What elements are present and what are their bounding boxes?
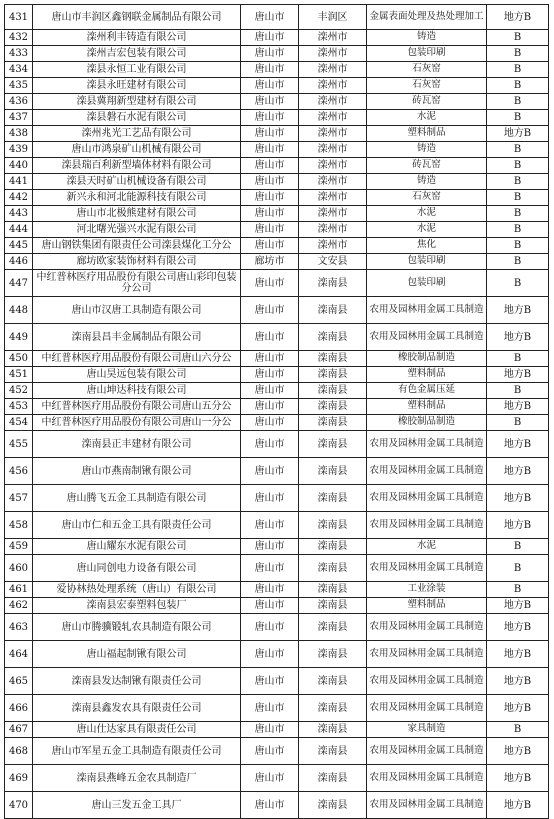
cell-no: 450	[5, 351, 33, 367]
cell-company: 中红普林医疗用品股份有限公司唐山彩印包装分公司	[33, 270, 241, 297]
cell-no: 444	[5, 222, 33, 238]
cell-city: 唐山市	[241, 30, 299, 46]
cell-district: 滦南县	[299, 722, 367, 738]
cell-district: 滦南县	[299, 598, 367, 614]
table-row	[5, 297, 549, 324]
cell-city: 唐山市	[241, 458, 299, 485]
cell-level: 地方B	[487, 765, 549, 792]
cell-no: 434	[5, 62, 33, 78]
table-row	[5, 792, 549, 819]
cell-company: 唐山市仁和五金工具有限责任公司	[33, 512, 241, 539]
cell-district: 滦南县	[299, 582, 367, 598]
cell-industry: 水泥	[367, 539, 487, 555]
cell-industry: 塑料制品	[367, 399, 487, 415]
table-row	[5, 270, 549, 297]
cell-company: 河北曙光强兴水泥有限公司	[33, 222, 241, 238]
cell-industry: 农用及园林用金属工具制造	[367, 695, 487, 722]
cell-company: 唐山市鸿泉矿山机械有限公司	[33, 142, 241, 158]
table-body	[5, 5, 549, 819]
table-row	[5, 399, 549, 415]
cell-industry: 工业涂装	[367, 582, 487, 598]
cell-city: 唐山市	[241, 158, 299, 174]
cell-industry: 包装印刷	[367, 270, 487, 297]
table-row	[5, 46, 549, 62]
cell-no: 436	[5, 94, 33, 110]
cell-no: 462	[5, 598, 33, 614]
cell-city: 唐山市	[241, 206, 299, 222]
cell-district: 滦州市	[299, 126, 367, 142]
cell-company: 滦南县正丰建材有限公司	[33, 431, 241, 458]
cell-industry: 农用及园林用金属工具制造	[367, 738, 487, 765]
cell-district: 滦州市	[299, 158, 367, 174]
table-row	[5, 324, 549, 351]
cell-district: 滦南县	[299, 765, 367, 792]
cell-company: 滦南县发达制锹有限责任公司	[33, 668, 241, 695]
cell-no: 467	[5, 722, 33, 738]
cell-city: 唐山市	[241, 270, 299, 297]
table-row	[5, 222, 549, 238]
cell-district: 滦南县	[299, 367, 367, 383]
table-row	[5, 174, 549, 190]
cell-city: 唐山市	[241, 539, 299, 555]
cell-city: 唐山市	[241, 792, 299, 819]
table-row	[5, 512, 549, 539]
cell-company: 唐山市军星五金工具制造有限责任公司	[33, 738, 241, 765]
cell-industry: 石灰窑	[367, 78, 487, 94]
cell-district: 丰润区	[299, 5, 367, 30]
cell-no: 454	[5, 415, 33, 431]
cell-district: 滦南县	[299, 324, 367, 351]
cell-industry: 焦化	[367, 238, 487, 254]
cell-district: 滦南县	[299, 485, 367, 512]
cell-district: 滦州市	[299, 62, 367, 78]
cell-level: B	[487, 415, 549, 431]
table-row	[5, 158, 549, 174]
cell-level: 地方B	[487, 458, 549, 485]
table-row	[5, 485, 549, 512]
cell-company: 唐山昊远包装有限公司	[33, 367, 241, 383]
table-row	[5, 62, 549, 78]
cell-no: 457	[5, 485, 33, 512]
cell-city: 唐山市	[241, 415, 299, 431]
cell-city: 唐山市	[241, 383, 299, 399]
table-row	[5, 415, 549, 431]
cell-industry: 水泥	[367, 222, 487, 238]
cell-level: 地方B	[487, 512, 549, 539]
cell-level: 地方B	[487, 297, 549, 324]
table-row	[5, 190, 549, 206]
table-row	[5, 254, 549, 270]
cell-district: 滦州市	[299, 222, 367, 238]
cell-district: 滦州市	[299, 206, 367, 222]
cell-level: B	[487, 270, 549, 297]
cell-city: 廊坊市	[241, 254, 299, 270]
cell-level: B	[487, 78, 549, 94]
cell-city: 唐山市	[241, 722, 299, 738]
cell-city: 唐山市	[241, 641, 299, 668]
cell-level: 地方B	[487, 695, 549, 722]
cell-no: 470	[5, 792, 33, 819]
table-row	[5, 695, 549, 722]
cell-level: 地方B	[487, 431, 549, 458]
cell-level: 地方B	[487, 126, 549, 142]
cell-district: 滦南县	[299, 399, 367, 415]
cell-level: B	[487, 30, 549, 46]
cell-industry: 金属表面处理及热处理加工	[367, 5, 487, 30]
table-row	[5, 30, 549, 46]
cell-level: 地方B	[487, 324, 549, 351]
cell-city: 唐山市	[241, 222, 299, 238]
cell-company: 滦县冀翔新型建材有限公司	[33, 94, 241, 110]
cell-industry: 农用及园林用金属工具制造	[367, 297, 487, 324]
cell-company: 滦县永恒工业有限公司	[33, 62, 241, 78]
cell-company: 滦州吉宏包装有限公司	[33, 46, 241, 62]
cell-industry: 铸造	[367, 142, 487, 158]
cell-city: 唐山市	[241, 324, 299, 351]
cell-industry: 橡胶制品制造	[367, 415, 487, 431]
cell-company: 滦县永旺建材有限公司	[33, 78, 241, 94]
cell-city: 唐山市	[241, 351, 299, 367]
table-row	[5, 206, 549, 222]
cell-no: 466	[5, 695, 33, 722]
cell-industry: 塑料制品	[367, 126, 487, 142]
cell-no: 461	[5, 582, 33, 598]
cell-city: 唐山市	[241, 46, 299, 62]
table-row	[5, 142, 549, 158]
cell-no: 451	[5, 367, 33, 383]
cell-city: 唐山市	[241, 399, 299, 415]
cell-no: 433	[5, 46, 33, 62]
cell-no: 437	[5, 110, 33, 126]
cell-level: 地方B	[487, 738, 549, 765]
cell-industry: 农用及园林用金属工具制造	[367, 431, 487, 458]
cell-level: B	[487, 254, 549, 270]
cell-city: 唐山市	[241, 431, 299, 458]
cell-city: 唐山市	[241, 512, 299, 539]
cell-no: 460	[5, 555, 33, 582]
cell-no: 449	[5, 324, 33, 351]
cell-company: 唐山市燕南制锹有限公司	[33, 458, 241, 485]
cell-city: 唐山市	[241, 582, 299, 598]
cell-company: 滦县天时矿山机械设备有限公司	[33, 174, 241, 190]
table-row	[5, 722, 549, 738]
cell-company: 中红普林医疗用品股份有限公司唐山一分公	[33, 415, 241, 431]
table-row	[5, 614, 549, 641]
cell-industry: 农用及园林用金属工具制造	[367, 485, 487, 512]
cell-company: 唐山耀东水泥有限公司	[33, 539, 241, 555]
table-row	[5, 641, 549, 668]
cell-industry: 家具制造	[367, 722, 487, 738]
table-row	[5, 598, 549, 614]
cell-level: B	[487, 351, 549, 367]
cell-no: 431	[5, 5, 33, 30]
cell-level: B	[487, 222, 549, 238]
cell-industry: 农用及园林用金属工具制造	[367, 555, 487, 582]
cell-city: 唐山市	[241, 94, 299, 110]
cell-company: 滦南县燕峰五金农具制造厂	[33, 765, 241, 792]
cell-district: 滦南县	[299, 415, 367, 431]
cell-no: 438	[5, 126, 33, 142]
cell-no: 465	[5, 668, 33, 695]
cell-level: B	[487, 206, 549, 222]
cell-level: B	[487, 582, 549, 598]
cell-district: 滦南县	[299, 539, 367, 555]
cell-district: 滦州市	[299, 30, 367, 46]
cell-city: 唐山市	[241, 78, 299, 94]
cell-district: 滦南县	[299, 351, 367, 367]
cell-city: 唐山市	[241, 190, 299, 206]
cell-level: B	[487, 174, 549, 190]
cell-industry: 农用及园林用金属工具制造	[367, 324, 487, 351]
cell-level: 地方B	[487, 485, 549, 512]
cell-district: 滦南县	[299, 383, 367, 399]
cell-company: 唐山福起制锹有限公司	[33, 641, 241, 668]
cell-city: 唐山市	[241, 367, 299, 383]
table-row	[5, 110, 549, 126]
cell-company: 唐山同创电力设备有限公司	[33, 555, 241, 582]
cell-city: 唐山市	[241, 668, 299, 695]
cell-city: 唐山市	[241, 5, 299, 30]
cell-industry: 包装印刷	[367, 254, 487, 270]
cell-industry: 水泥	[367, 110, 487, 126]
table-row	[5, 126, 549, 142]
cell-level: 地方B	[487, 614, 549, 641]
cell-district: 滦南县	[299, 297, 367, 324]
cell-level: 地方B	[487, 5, 549, 30]
cell-level: B	[487, 46, 549, 62]
cell-district: 滦州市	[299, 190, 367, 206]
cell-company: 滦州兆光工艺品有限公司	[33, 126, 241, 142]
table-row	[5, 765, 549, 792]
cell-industry: 农用及园林用金属工具制造	[367, 792, 487, 819]
cell-industry: 农用及园林用金属工具制造	[367, 458, 487, 485]
cell-industry: 塑料制品	[367, 598, 487, 614]
cell-company: 唐山市丰润区鑫钢联金属制品有限公司	[33, 5, 241, 30]
cell-company: 爱协林热处理系统（唐山）有限公司	[33, 582, 241, 598]
cell-district: 滦州市	[299, 94, 367, 110]
cell-industry: 砖瓦窑	[367, 94, 487, 110]
cell-district: 滦州市	[299, 238, 367, 254]
cell-no: 432	[5, 30, 33, 46]
cell-city: 唐山市	[241, 555, 299, 582]
cell-district: 滦南县	[299, 555, 367, 582]
table-row	[5, 431, 549, 458]
cell-level: B	[487, 94, 549, 110]
cell-no: 440	[5, 158, 33, 174]
cell-no: 447	[5, 270, 33, 297]
cell-no: 456	[5, 458, 33, 485]
cell-company: 滦南县昌丰金属制品有限公司	[33, 324, 241, 351]
cell-no: 455	[5, 431, 33, 458]
table-row	[5, 738, 549, 765]
table-row	[5, 367, 549, 383]
cell-city: 唐山市	[241, 110, 299, 126]
cell-industry: 有色金属压延	[367, 383, 487, 399]
cell-company: 新兴永和河北能源科技有限公司	[33, 190, 241, 206]
table-row	[5, 582, 549, 598]
cell-no: 469	[5, 765, 33, 792]
cell-industry: 塑料制品	[367, 367, 487, 383]
cell-level: B	[487, 110, 549, 126]
cell-level: B	[487, 722, 549, 738]
cell-industry: 包装印刷	[367, 46, 487, 62]
cell-no: 464	[5, 641, 33, 668]
cell-industry: 农用及园林用金属工具制造	[367, 765, 487, 792]
cell-city: 唐山市	[241, 297, 299, 324]
cell-company: 中红普林医疗用品股份有限公司唐山五分公	[33, 399, 241, 415]
cell-district: 滦州市	[299, 46, 367, 62]
cell-district: 滦南县	[299, 668, 367, 695]
cell-level: 地方B	[487, 792, 549, 819]
cell-city: 唐山市	[241, 174, 299, 190]
cell-city: 唐山市	[241, 62, 299, 78]
cell-level: 地方B	[487, 367, 549, 383]
cell-industry: 橡胶制品制造	[367, 351, 487, 367]
cell-no: 452	[5, 383, 33, 399]
cell-level: B	[487, 383, 549, 399]
cell-no: 442	[5, 190, 33, 206]
cell-industry: 砖瓦窑	[367, 158, 487, 174]
cell-no: 448	[5, 297, 33, 324]
cell-no: 441	[5, 174, 33, 190]
cell-company: 中红普林医疗用品股份有限公司唐山六分公	[33, 351, 241, 367]
cell-company: 滦南县鑫发农具有限责任公司	[33, 695, 241, 722]
cell-no: 446	[5, 254, 33, 270]
cell-level: B	[487, 158, 549, 174]
cell-district: 滦南县	[299, 512, 367, 539]
enterprise-list-table	[4, 4, 549, 819]
table-row	[5, 458, 549, 485]
table-row	[5, 238, 549, 254]
cell-industry: 石灰窑	[367, 62, 487, 78]
cell-district: 文安县	[299, 254, 367, 270]
cell-company: 唐山坤达科技有限公司	[33, 383, 241, 399]
cell-no: 463	[5, 614, 33, 641]
cell-no: 453	[5, 399, 33, 415]
cell-no: 468	[5, 738, 33, 765]
cell-company: 滦县瑞百利新型墙体材料有限公司	[33, 158, 241, 174]
cell-company: 唐山市汉唐工具制造有限公司	[33, 297, 241, 324]
cell-no: 445	[5, 238, 33, 254]
cell-level: 地方B	[487, 641, 549, 668]
cell-industry: 农用及园林用金属工具制造	[367, 668, 487, 695]
table-row	[5, 5, 549, 30]
cell-district: 滦南县	[299, 641, 367, 668]
cell-industry: 水泥	[367, 206, 487, 222]
cell-industry: 农用及园林用金属工具制造	[367, 641, 487, 668]
cell-district: 滦南县	[299, 738, 367, 765]
cell-company: 唐山市北极熊建材有限公司	[33, 206, 241, 222]
table-row	[5, 94, 549, 110]
cell-city: 唐山市	[241, 126, 299, 142]
cell-no: 439	[5, 142, 33, 158]
cell-company: 唐山腾飞五金工具制造有限公司	[33, 485, 241, 512]
cell-company: 唐山钢铁集团有限责任公司滦县煤化工分公	[33, 238, 241, 254]
cell-level: B	[487, 555, 549, 582]
cell-district: 滦南县	[299, 270, 367, 297]
table-row	[5, 539, 549, 555]
cell-city: 唐山市	[241, 598, 299, 614]
cell-district: 滦州市	[299, 174, 367, 190]
cell-level: 地方B	[487, 399, 549, 415]
cell-level: B	[487, 142, 549, 158]
cell-district: 滦南县	[299, 458, 367, 485]
cell-no: 458	[5, 512, 33, 539]
table-row	[5, 668, 549, 695]
cell-city: 唐山市	[241, 614, 299, 641]
cell-industry: 农用及园林用金属工具制造	[367, 512, 487, 539]
cell-company: 滦州利丰铸造有限公司	[33, 30, 241, 46]
cell-district: 滦南县	[299, 614, 367, 641]
cell-city: 唐山市	[241, 485, 299, 512]
cell-no: 459	[5, 539, 33, 555]
cell-district: 滦州市	[299, 110, 367, 126]
cell-industry: 铸造	[367, 174, 487, 190]
cell-level: B	[487, 62, 549, 78]
cell-industry: 石灰窑	[367, 190, 487, 206]
cell-company: 滦南县宏泰塑料包装厂	[33, 598, 241, 614]
cell-level: B	[487, 238, 549, 254]
cell-city: 唐山市	[241, 695, 299, 722]
cell-company: 滦县磐石水泥有限公司	[33, 110, 241, 126]
table-row	[5, 78, 549, 94]
cell-level: 地方B	[487, 598, 549, 614]
cell-district: 滦南县	[299, 792, 367, 819]
cell-company: 廊坊欧家装饰材料有限公司	[33, 254, 241, 270]
cell-no: 435	[5, 78, 33, 94]
cell-no: 443	[5, 206, 33, 222]
cell-district: 滦州市	[299, 78, 367, 94]
cell-city: 唐山市	[241, 238, 299, 254]
cell-level: B	[487, 539, 549, 555]
table-row	[5, 383, 549, 399]
cell-city: 唐山市	[241, 142, 299, 158]
cell-company: 唐山三发五金工具厂	[33, 792, 241, 819]
cell-city: 唐山市	[241, 765, 299, 792]
cell-level: B	[487, 190, 549, 206]
cell-industry: 铸造	[367, 30, 487, 46]
table-row	[5, 351, 549, 367]
cell-district: 滦南县	[299, 431, 367, 458]
cell-company: 唐山仕达家具有限责任公司	[33, 722, 241, 738]
cell-city: 唐山市	[241, 738, 299, 765]
table-row	[5, 555, 549, 582]
cell-company: 唐山市腾骥锻轧农具制造有限公司	[33, 614, 241, 641]
cell-district: 滦州市	[299, 142, 367, 158]
cell-level: 地方B	[487, 668, 549, 695]
cell-industry: 农用及园林用金属工具制造	[367, 614, 487, 641]
cell-district: 滦南县	[299, 695, 367, 722]
